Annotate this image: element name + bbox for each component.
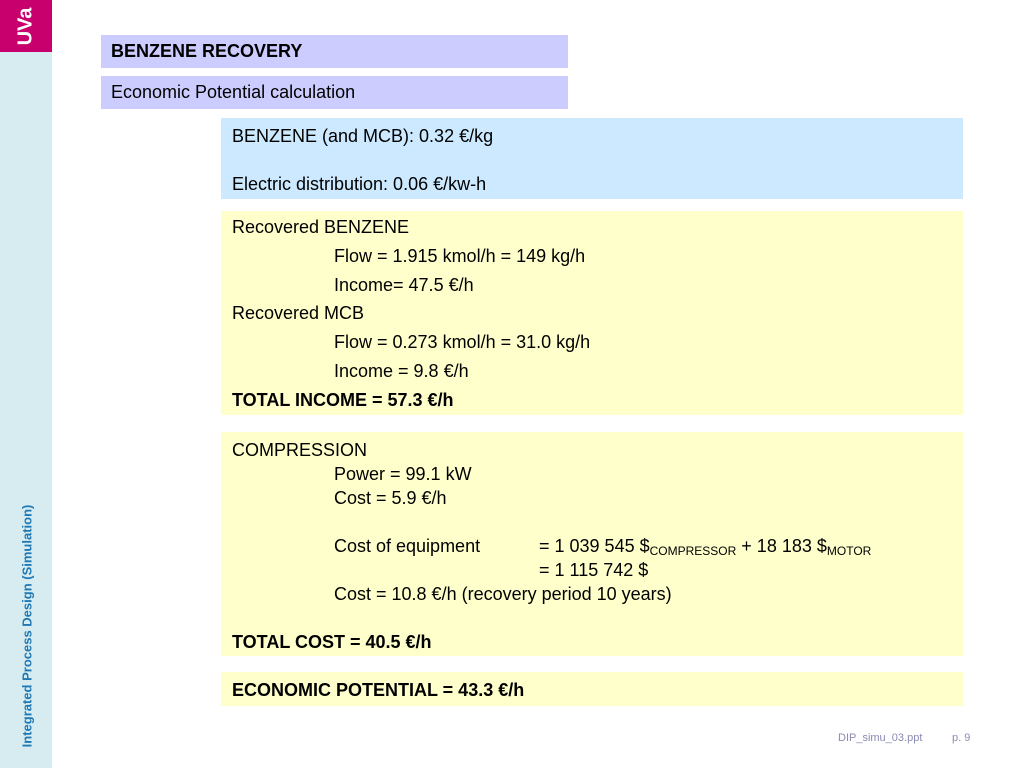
compression-power: Power = 99.1 kW (334, 464, 472, 484)
total-income: TOTAL INCOME = 57.3 €/h (232, 390, 454, 410)
mcb-flow: Flow = 0.273 kmol/h = 31.0 kg/h (334, 332, 591, 352)
economic-potential: ECONOMIC POTENTIAL = 43.3 €/h (232, 680, 525, 700)
income-box (221, 211, 963, 415)
equipment-hourly-cost: Cost = 10.8 €/h (recovery period 10 years) (334, 584, 672, 604)
cost-box (221, 432, 963, 656)
slide-subtitle (101, 76, 568, 109)
footer-page-number: p. 9 (952, 732, 971, 744)
logo-text: UVa (14, 7, 37, 45)
equipment-value-compressor: = 1 039 545 $ (539, 536, 650, 556)
sidebar (0, 0, 52, 768)
prices-box (221, 118, 963, 199)
recovered-benzene-label: Recovered BENZENE (232, 217, 410, 237)
economic-potential-box (221, 672, 963, 706)
compression-cost: Cost = 5.9 €/h (334, 488, 447, 508)
uva-logo (0, 0, 52, 52)
motor-subscript: MOTOR (826, 544, 872, 558)
slide-subtitle-text: Economic Potential calculation (111, 82, 356, 102)
slide-title (101, 35, 568, 68)
total-cost: TOTAL COST = 40.5 €/h (232, 632, 432, 652)
recovered-mcb-label: Recovered MCB (232, 303, 365, 323)
compression-label: COMPRESSION (232, 440, 368, 460)
sidebar-title: Integrated Process Design (Simulation) (19, 504, 35, 748)
equipment-value-motor: + 18 183 $ (736, 536, 827, 556)
mcb-income: Income = 9.8 €/h (334, 361, 469, 381)
slide-title-text: BENZENE RECOVERY (111, 41, 303, 61)
benzene-income: Income= 47.5 €/h (334, 275, 474, 295)
equipment-total: = 1 115 742 $ (539, 560, 649, 580)
benzene-price: BENZENE (and MCB): 0.32 €/kg (232, 126, 494, 146)
footer-filename: DIP_simu_03.ppt (838, 732, 923, 744)
equipment-cost-label: Cost of equipment (334, 536, 481, 556)
equipment-cost-value (539, 536, 871, 558)
benzene-flow: Flow = 1.915 kmol/h = 149 kg/h (334, 246, 586, 266)
electric-price: Electric distribution: 0.06 €/kw-h (232, 174, 487, 194)
compressor-subscript: COMPRESSOR (649, 544, 737, 558)
